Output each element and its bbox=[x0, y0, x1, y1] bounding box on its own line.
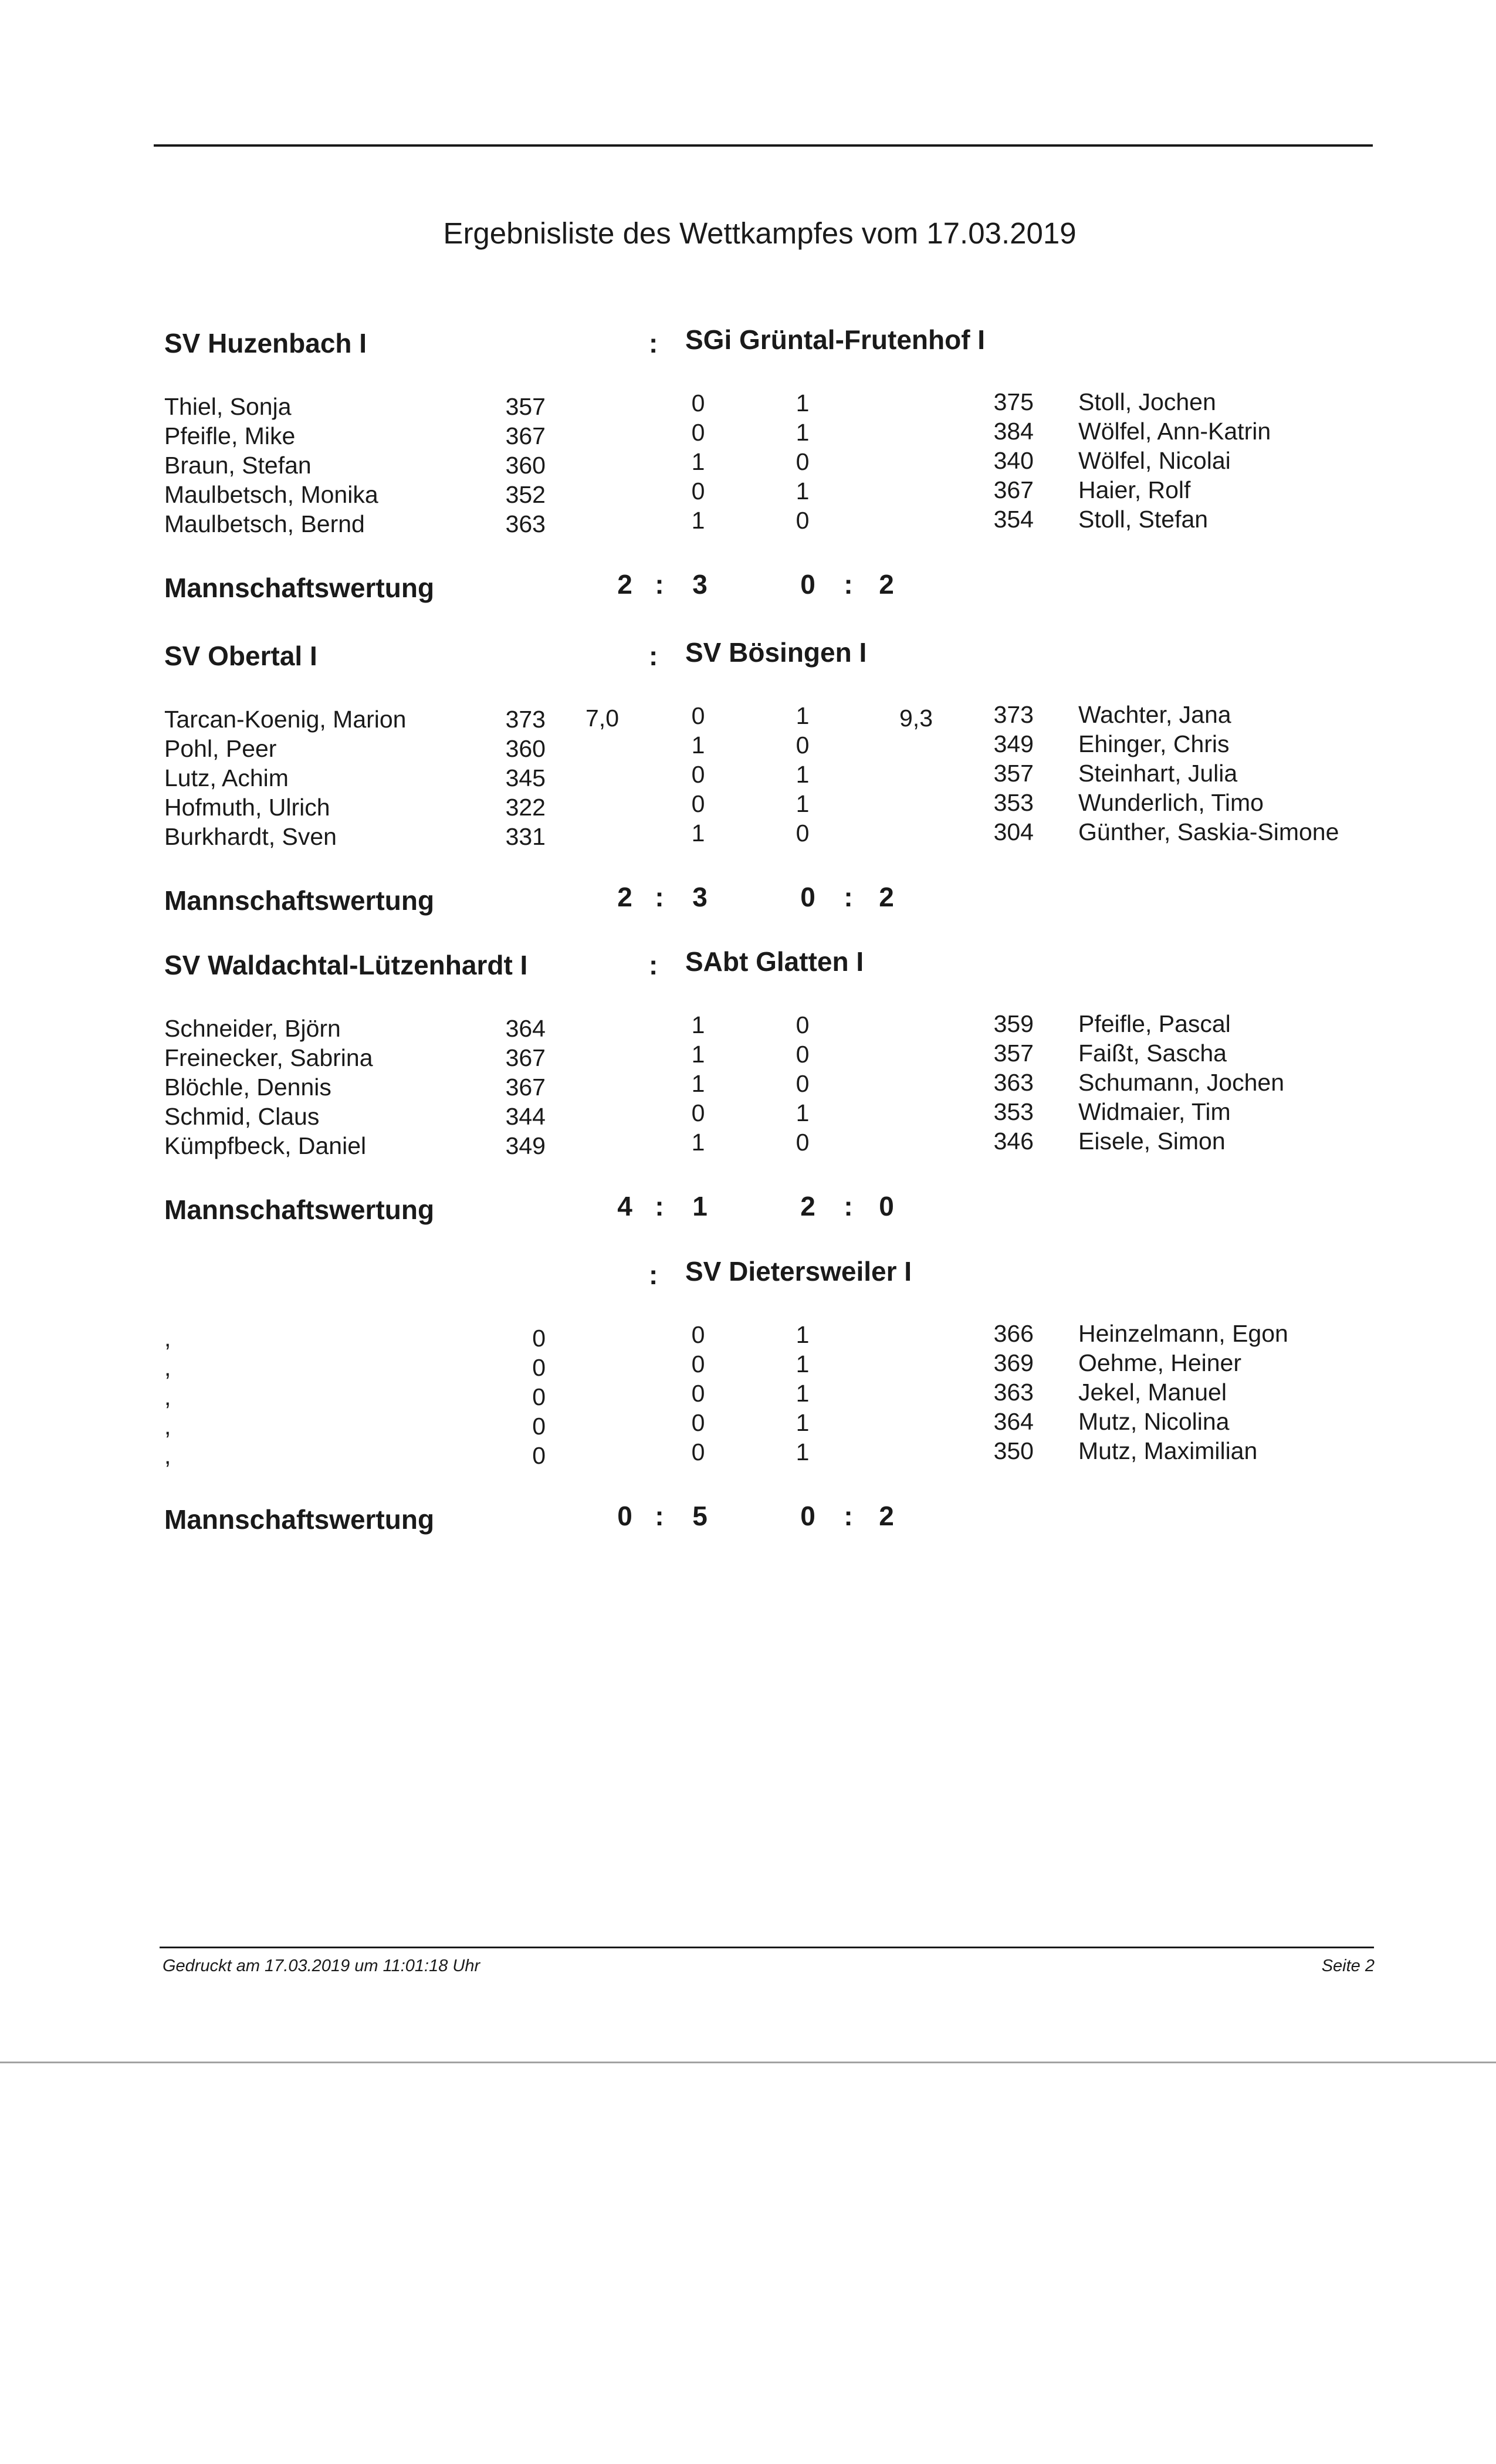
home-shooter-score: 0 bbox=[532, 1413, 546, 1440]
home-point: 0 bbox=[691, 1380, 705, 1407]
home-shooter-name: Schneider, Björn bbox=[164, 1015, 341, 1042]
away-shooter-score: 366 bbox=[993, 1320, 1034, 1347]
individual-points-away: 3 bbox=[692, 882, 708, 912]
home-shooter-name: Lutz, Achim bbox=[164, 764, 289, 791]
home-shooter-score: 322 bbox=[505, 794, 546, 821]
away-point: 1 bbox=[796, 390, 810, 417]
team-points-home: 0 bbox=[800, 1501, 815, 1531]
away-shooter-name: Schumann, Jochen bbox=[1078, 1069, 1285, 1096]
away-point: 1 bbox=[796, 1409, 810, 1436]
home-shooter-name: Tarcan-Koenig, Marion bbox=[164, 706, 407, 733]
home-shooter-name: , bbox=[164, 1442, 171, 1469]
away-team-name: SAbt Glatten I bbox=[685, 946, 864, 977]
home-team-name: SV Waldachtal-Lützenhardt I bbox=[164, 950, 528, 980]
team-points-home: 0 bbox=[800, 882, 815, 912]
home-point: 0 bbox=[691, 761, 705, 788]
footer-rule bbox=[160, 1947, 1374, 1948]
away-shooter-name: Faißt, Sascha bbox=[1078, 1040, 1227, 1067]
away-shooter-score: 350 bbox=[993, 1437, 1034, 1464]
away-point: 1 bbox=[796, 790, 810, 817]
away-point: 0 bbox=[796, 1011, 810, 1038]
away-shooter-score: 369 bbox=[993, 1349, 1034, 1376]
home-shooter-score: 357 bbox=[505, 393, 546, 420]
away-shooter-name: Pfeifle, Pascal bbox=[1078, 1010, 1231, 1037]
page-title: Ergebnisliste des Wettkampfes vom 17.03.2019 bbox=[443, 216, 1077, 250]
match-section bbox=[0, 629, 1496, 916]
team-points-away: 0 bbox=[879, 1191, 894, 1221]
away-shooter-score: 340 bbox=[993, 447, 1034, 474]
home-point: 0 bbox=[691, 1099, 705, 1126]
home-point: 0 bbox=[691, 1321, 705, 1348]
home-point: 1 bbox=[691, 1129, 705, 1156]
away-point: 0 bbox=[796, 1041, 810, 1068]
away-shooter-name: Haier, Rolf bbox=[1078, 476, 1191, 503]
away-team-name: SV Bösingen I bbox=[685, 637, 867, 668]
away-shooter-score: 363 bbox=[993, 1069, 1034, 1096]
away-shooter-score: 346 bbox=[993, 1128, 1034, 1155]
away-shooter-score: 375 bbox=[993, 388, 1034, 415]
team-points-separator: : bbox=[844, 1191, 853, 1221]
away-shooter-name: Heinzelmann, Egon bbox=[1078, 1320, 1288, 1347]
away-shooter-score: 357 bbox=[993, 760, 1034, 787]
away-shooter-name: Jekel, Manuel bbox=[1078, 1379, 1227, 1406]
home-point: 1 bbox=[691, 820, 705, 847]
home-shooter-score: 352 bbox=[505, 481, 546, 508]
team-separator: : bbox=[649, 328, 658, 358]
away-shooter-score: 354 bbox=[993, 506, 1034, 533]
individual-points-away: 3 bbox=[692, 569, 708, 600]
away-shooter-name: Günther, Saskia-Simone bbox=[1078, 818, 1339, 845]
home-shooter-score: 0 bbox=[532, 1325, 546, 1352]
team-separator: : bbox=[649, 641, 658, 671]
individual-points-separator: : bbox=[655, 882, 664, 912]
home-point: 0 bbox=[691, 1351, 705, 1377]
home-point: 1 bbox=[691, 507, 705, 534]
away-shooter-score: 363 bbox=[993, 1379, 1034, 1406]
away-team-name: SV Dietersweiler I bbox=[685, 1256, 912, 1287]
home-shooter-name: , bbox=[164, 1325, 171, 1352]
team-separator: : bbox=[649, 950, 658, 980]
team-points-home: 0 bbox=[800, 569, 815, 600]
away-shooter-name: Mutz, Maximilian bbox=[1078, 1437, 1258, 1464]
away-shooter-name: Steinhart, Julia bbox=[1078, 760, 1238, 787]
home-shooter-score: 364 bbox=[505, 1015, 546, 1042]
home-shooter-score: 360 bbox=[505, 735, 546, 762]
team-separator: : bbox=[649, 1260, 658, 1290]
individual-points-separator: : bbox=[655, 1191, 664, 1221]
home-shooter-name: Pohl, Peer bbox=[164, 735, 277, 762]
away-point: 1 bbox=[796, 419, 810, 446]
away-shooter-name: Mutz, Nicolina bbox=[1078, 1408, 1230, 1435]
away-shooter-name: Oehme, Heiner bbox=[1078, 1349, 1242, 1376]
away-shooter-score: 304 bbox=[993, 818, 1034, 845]
home-shooter-score: 367 bbox=[505, 1074, 546, 1101]
away-point: 0 bbox=[796, 1129, 810, 1156]
team-points-separator: : bbox=[844, 569, 853, 600]
home-extra-value: 7,0 bbox=[585, 705, 619, 732]
home-shooter-score: 363 bbox=[505, 510, 546, 537]
away-point: 0 bbox=[796, 1070, 810, 1097]
individual-points-separator: : bbox=[655, 1501, 664, 1531]
individual-points-home: 2 bbox=[617, 569, 632, 600]
home-point: 0 bbox=[691, 390, 705, 417]
home-shooter-score: 0 bbox=[532, 1383, 546, 1410]
away-shooter-score: 367 bbox=[993, 476, 1034, 503]
home-shooter-score: 367 bbox=[505, 422, 546, 449]
away-shooter-name: Wunderlich, Timo bbox=[1078, 789, 1264, 816]
away-point: 0 bbox=[796, 448, 810, 475]
individual-points-away: 5 bbox=[692, 1501, 708, 1531]
home-point: 0 bbox=[691, 1439, 705, 1465]
home-shooter-name: Blöchle, Dennis bbox=[164, 1074, 331, 1101]
away-shooter-score: 359 bbox=[993, 1010, 1034, 1037]
away-point: 0 bbox=[796, 820, 810, 847]
home-shooter-name: , bbox=[164, 1413, 171, 1440]
away-point: 1 bbox=[796, 478, 810, 505]
home-shooter-score: 345 bbox=[505, 764, 546, 791]
home-point: 1 bbox=[691, 448, 705, 475]
away-point: 1 bbox=[796, 761, 810, 788]
home-shooter-name: Schmid, Claus bbox=[164, 1103, 320, 1130]
home-shooter-name: Thiel, Sonja bbox=[164, 393, 292, 420]
individual-points-away: 1 bbox=[692, 1191, 708, 1221]
home-shooter-name: Maulbetsch, Bernd bbox=[164, 510, 365, 537]
home-shooter-score: 0 bbox=[532, 1354, 546, 1381]
home-point: 0 bbox=[691, 702, 705, 729]
home-shooter-score: 331 bbox=[505, 823, 546, 850]
home-shooter-score: 367 bbox=[505, 1044, 546, 1071]
away-point: 0 bbox=[796, 507, 810, 534]
home-shooter-name: , bbox=[164, 1354, 171, 1381]
away-shooter-score: 353 bbox=[993, 789, 1034, 816]
home-team-name: SV Obertal I bbox=[164, 641, 317, 671]
home-shooter-score: 360 bbox=[505, 452, 546, 479]
team-result-label: Mannschaftswertung bbox=[164, 1504, 435, 1535]
team-points-home: 2 bbox=[800, 1191, 815, 1221]
home-shooter-score: 0 bbox=[532, 1442, 546, 1469]
scan-edge bbox=[0, 2062, 1496, 2063]
team-points-away: 2 bbox=[879, 882, 894, 912]
home-team-name: SV Huzenbach I bbox=[164, 328, 367, 358]
home-shooter-name: Freinecker, Sabrina bbox=[164, 1044, 373, 1071]
home-shooter-name: Braun, Stefan bbox=[164, 452, 312, 479]
away-shooter-name: Eisele, Simon bbox=[1078, 1128, 1226, 1155]
home-point: 0 bbox=[691, 478, 705, 505]
page-number: Seite 2 bbox=[1321, 1957, 1375, 1975]
home-point: 1 bbox=[691, 1041, 705, 1068]
home-shooter-name: , bbox=[164, 1383, 171, 1410]
team-result-label: Mannschaftswertung bbox=[164, 885, 435, 916]
individual-points-home: 0 bbox=[617, 1501, 632, 1531]
home-shooter-score: 344 bbox=[505, 1103, 546, 1130]
away-point: 1 bbox=[796, 1099, 810, 1126]
home-point: 1 bbox=[691, 1070, 705, 1097]
home-point: 1 bbox=[691, 1011, 705, 1038]
top-rule bbox=[154, 144, 1373, 147]
away-shooter-name: Wölfel, Ann-Katrin bbox=[1078, 418, 1271, 445]
home-point: 0 bbox=[691, 419, 705, 446]
away-shooter-score: 373 bbox=[993, 701, 1034, 728]
away-point: 0 bbox=[796, 732, 810, 759]
home-shooter-score: 373 bbox=[505, 706, 546, 733]
team-points-separator: : bbox=[844, 882, 853, 912]
home-shooter-name: Hofmuth, Ulrich bbox=[164, 794, 330, 821]
away-point: 1 bbox=[796, 1439, 810, 1465]
printed-timestamp: Gedruckt am 17.03.2019 um 11:01:18 Uhr bbox=[163, 1957, 480, 1975]
team-points-away: 2 bbox=[879, 569, 894, 600]
individual-points-home: 4 bbox=[617, 1191, 632, 1221]
away-shooter-score: 357 bbox=[993, 1040, 1034, 1067]
match-section bbox=[0, 1248, 1496, 1535]
home-shooter-name: Kümpfbeck, Daniel bbox=[164, 1132, 367, 1159]
away-shooter-score: 384 bbox=[993, 418, 1034, 445]
home-shooter-name: Pfeifle, Mike bbox=[164, 422, 296, 449]
team-points-away: 2 bbox=[879, 1501, 894, 1531]
away-shooter-score: 364 bbox=[993, 1408, 1034, 1435]
home-point: 1 bbox=[691, 732, 705, 759]
individual-points-separator: : bbox=[655, 569, 664, 600]
individual-points-home: 2 bbox=[617, 882, 632, 912]
away-shooter-name: Stoll, Jochen bbox=[1078, 388, 1216, 415]
away-shooter-name: Widmaier, Tim bbox=[1078, 1098, 1231, 1125]
away-shooter-score: 349 bbox=[993, 730, 1034, 757]
home-point: 0 bbox=[691, 1409, 705, 1436]
away-point: 1 bbox=[796, 1380, 810, 1407]
home-shooter-score: 349 bbox=[505, 1132, 546, 1159]
away-shooter-name: Wölfel, Nicolai bbox=[1078, 447, 1231, 474]
away-shooter-name: Wachter, Jana bbox=[1078, 701, 1231, 728]
team-result-label: Mannschaftswertung bbox=[164, 573, 435, 603]
away-point: 1 bbox=[796, 702, 810, 729]
team-result-label: Mannschaftswertung bbox=[164, 1194, 435, 1225]
home-shooter-name: Burkhardt, Sven bbox=[164, 823, 337, 850]
away-shooter-name: Stoll, Stefan bbox=[1078, 506, 1209, 533]
home-shooter-name: Maulbetsch, Monika bbox=[164, 481, 378, 508]
away-extra-value: 9,3 bbox=[899, 705, 933, 732]
away-point: 1 bbox=[796, 1351, 810, 1377]
away-team-name: SGi Grüntal-Frutenhof I bbox=[685, 324, 986, 355]
team-points-separator: : bbox=[844, 1501, 853, 1531]
away-shooter-name: Ehinger, Chris bbox=[1078, 730, 1230, 757]
home-point: 0 bbox=[691, 790, 705, 817]
away-point: 1 bbox=[796, 1321, 810, 1348]
away-shooter-score: 353 bbox=[993, 1098, 1034, 1125]
